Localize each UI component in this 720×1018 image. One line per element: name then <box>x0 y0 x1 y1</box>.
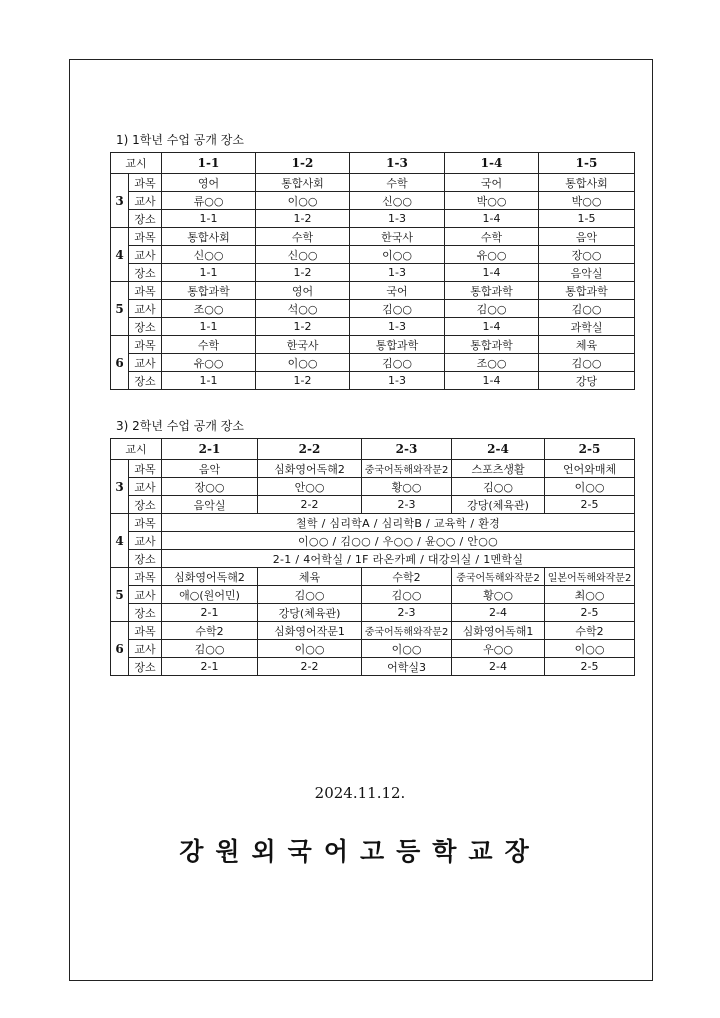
table-row <box>111 460 635 478</box>
table-cell: 국어 <box>350 282 445 300</box>
table-cell: 강당(체육관) <box>258 604 362 622</box>
grade2-timetable <box>110 438 635 676</box>
table-cell: 심화영어독해1 <box>452 622 545 640</box>
table-row <box>111 210 635 228</box>
period-number: 4 <box>111 514 129 568</box>
period-number: 5 <box>111 568 129 622</box>
table-row <box>111 174 635 192</box>
table-cell: 일본어독해와작문2 <box>545 568 635 586</box>
table-cell: 과학실 <box>539 318 635 336</box>
table-cell: 심화영어독해2 <box>258 460 362 478</box>
table-cell: 김○○ <box>539 354 635 372</box>
table-cell: 장○○ <box>539 246 635 264</box>
table-cell: 김○○ <box>258 586 362 604</box>
table-cell: 1-1 <box>162 264 256 282</box>
table-row <box>111 568 635 586</box>
table-cell: 2-4 <box>452 658 545 676</box>
row-label: 교사 <box>129 300 162 318</box>
row-label: 과목 <box>129 514 162 532</box>
row-label: 장소 <box>129 604 162 622</box>
table-cell: 김○○ <box>350 354 445 372</box>
table-cell: 신○○ <box>256 246 350 264</box>
table-cell: 2-1 <box>162 604 258 622</box>
table-cell: 통합과학 <box>162 282 256 300</box>
table-cell: 통합사회 <box>539 174 635 192</box>
table-cell: 한국사 <box>256 336 350 354</box>
table-cell: 이○○ <box>256 192 350 210</box>
class-header: 2-5 <box>545 439 635 460</box>
table-row <box>111 336 635 354</box>
table-cell: 2-2 <box>258 496 362 514</box>
class-header: 2-1 <box>162 439 258 460</box>
section2-heading: 3) 2학년 수업 공개 장소 <box>116 419 244 433</box>
table-cell: 2-3 <box>362 604 452 622</box>
table-cell: 2-4 <box>452 604 545 622</box>
table-cell: 통합사회 <box>162 228 256 246</box>
table-row <box>111 192 635 210</box>
class-header: 2-4 <box>452 439 545 460</box>
row-label: 교사 <box>129 586 162 604</box>
table-cell: 1-1 <box>162 372 256 390</box>
table-row <box>111 586 635 604</box>
table-cell: 심화영어작문1 <box>258 622 362 640</box>
corner-header: 교시 <box>111 153 162 174</box>
table-cell: 음악 <box>162 460 258 478</box>
table-cell: 체육 <box>258 568 362 586</box>
table-cell: 심화영어독해2 <box>162 568 258 586</box>
table-cell: 1-3 <box>350 318 445 336</box>
table-cell: 음악실 <box>162 496 258 514</box>
table-row <box>111 550 635 568</box>
table-cell: 유○○ <box>162 354 256 372</box>
table-cell: 2-5 <box>545 604 635 622</box>
table-cell: 1-4 <box>445 318 539 336</box>
row-label: 장소 <box>129 318 162 336</box>
period-number: 3 <box>111 460 129 514</box>
table-cell: 1-1 <box>162 318 256 336</box>
table-cell: 김○○ <box>362 586 452 604</box>
table-cell: 류○○ <box>162 192 256 210</box>
table-cell: 통합사회 <box>256 174 350 192</box>
table-cell: 박○○ <box>445 192 539 210</box>
table-cell: 중국어독해와작문2 <box>362 622 452 640</box>
table-cell: 안○○ <box>258 478 362 496</box>
table-row <box>111 640 635 658</box>
row-label: 과목 <box>129 622 162 640</box>
row-label: 과목 <box>129 282 162 300</box>
table-row <box>111 514 635 532</box>
section1-heading: 1) 1학년 수업 공개 장소 <box>116 133 244 147</box>
table-cell: 황○○ <box>362 478 452 496</box>
table-cell: 통합과학 <box>445 282 539 300</box>
table-cell: 황○○ <box>452 586 545 604</box>
table-row <box>111 318 635 336</box>
table-cell: 2-3 <box>362 496 452 514</box>
row-label: 장소 <box>129 210 162 228</box>
table-cell: 2-5 <box>545 658 635 676</box>
table-cell: 수학2 <box>162 622 258 640</box>
class-header: 1-1 <box>162 153 256 174</box>
class-header: 1-2 <box>256 153 350 174</box>
table-cell: 영어 <box>162 174 256 192</box>
table-cell: 강당 <box>539 372 635 390</box>
school-principal-signature: 강원외국어고등학교장 <box>179 837 541 866</box>
table-cell: 1-2 <box>256 264 350 282</box>
table-cell: 김○○ <box>452 478 545 496</box>
table-cell: 수학2 <box>545 622 635 640</box>
table-cell: 통합과학 <box>350 336 445 354</box>
class-header: 1-4 <box>445 153 539 174</box>
period-number: 5 <box>111 282 129 336</box>
table-row <box>111 532 635 550</box>
table-cell: 중국어독해와작문2 <box>362 460 452 478</box>
table-cell: 1-2 <box>256 372 350 390</box>
period-number: 3 <box>111 174 129 228</box>
table-cell: 1-2 <box>256 318 350 336</box>
row-label: 교사 <box>129 532 162 550</box>
table-cell: 석○○ <box>256 300 350 318</box>
table-cell: 영어 <box>256 282 350 300</box>
class-header: 2-2 <box>258 439 362 460</box>
table-cell: 통합과학 <box>539 282 635 300</box>
table-cell: 음악실 <box>539 264 635 282</box>
table-cell: 김○○ <box>539 300 635 318</box>
table-cell: 조○○ <box>445 354 539 372</box>
table-cell: 1-4 <box>445 372 539 390</box>
table-cell: 수학 <box>256 228 350 246</box>
row-label: 과목 <box>129 460 162 478</box>
table-header-row <box>111 439 635 460</box>
merged-teacher-cell: 이○○ / 김○○ / 우○○ / 윤○○ / 안○○ <box>162 532 635 550</box>
class-header: 2-3 <box>362 439 452 460</box>
table-cell: 2-1 <box>162 658 258 676</box>
row-label: 교사 <box>129 640 162 658</box>
table-cell: 어학실3 <box>362 658 452 676</box>
table-row <box>111 282 635 300</box>
table-cell: 장○○ <box>162 478 258 496</box>
table-cell: 이○○ <box>545 478 635 496</box>
row-label: 과목 <box>129 568 162 586</box>
table-cell: 수학 <box>445 228 539 246</box>
row-label: 교사 <box>129 246 162 264</box>
table-cell: 이○○ <box>362 640 452 658</box>
table-cell: 박○○ <box>539 192 635 210</box>
class-header: 1-3 <box>350 153 445 174</box>
table-cell: 국어 <box>445 174 539 192</box>
corner-header: 교시 <box>111 439 162 460</box>
table-cell: 1-4 <box>445 264 539 282</box>
table-cell: 김○○ <box>162 640 258 658</box>
table-cell: 우○○ <box>452 640 545 658</box>
table-cell: 중국어독해와작문2 <box>452 568 545 586</box>
table-cell: 음악 <box>539 228 635 246</box>
class-header: 1-5 <box>539 153 635 174</box>
table-row <box>111 354 635 372</box>
table-row <box>111 264 635 282</box>
row-label: 교사 <box>129 192 162 210</box>
table-cell: 1-4 <box>445 210 539 228</box>
merged-subject-cell: 철학 / 심리학A / 심리학B / 교육학 / 환경 <box>162 514 635 532</box>
table-row <box>111 604 635 622</box>
table-row <box>111 658 635 676</box>
period-number: 6 <box>111 622 129 676</box>
table-cell: 유○○ <box>445 246 539 264</box>
table-cell: 조○○ <box>162 300 256 318</box>
table-cell: 신○○ <box>162 246 256 264</box>
row-label: 교사 <box>129 478 162 496</box>
table-row <box>111 478 635 496</box>
table-cell: 스포츠생활 <box>452 460 545 478</box>
table-cell: 2-5 <box>545 496 635 514</box>
table-row <box>111 496 635 514</box>
table-row <box>111 622 635 640</box>
table-cell: 한국사 <box>350 228 445 246</box>
table-cell: 1-1 <box>162 210 256 228</box>
grade1-timetable <box>110 152 635 390</box>
table-cell: 이○○ <box>258 640 362 658</box>
row-label: 장소 <box>129 264 162 282</box>
table-cell: 이○○ <box>545 640 635 658</box>
table-header-row <box>111 153 635 174</box>
row-label: 과목 <box>129 336 162 354</box>
table-row <box>111 246 635 264</box>
period-number: 6 <box>111 336 129 390</box>
row-label: 장소 <box>129 372 162 390</box>
row-label: 과목 <box>129 174 162 192</box>
table-cell: 1-5 <box>539 210 635 228</box>
row-label: 교사 <box>129 354 162 372</box>
table-cell: 1-3 <box>350 372 445 390</box>
merged-place-cell: 2-1 / 4어학실 / 1F 라온카페 / 대강의실 / 1멘학실 <box>162 550 635 568</box>
table-cell: 강당(체육관) <box>452 496 545 514</box>
table-cell: 이○○ <box>256 354 350 372</box>
row-label: 장소 <box>129 550 162 568</box>
table-cell: 신○○ <box>350 192 445 210</box>
table-cell: 김○○ <box>350 300 445 318</box>
table-cell: 김○○ <box>445 300 539 318</box>
table-cell: 2-2 <box>258 658 362 676</box>
table-row <box>111 228 635 246</box>
period-number: 4 <box>111 228 129 282</box>
table-cell: 수학 <box>162 336 256 354</box>
table-cell: 통합과학 <box>445 336 539 354</box>
table-cell: 이○○ <box>350 246 445 264</box>
table-cell: 수학2 <box>362 568 452 586</box>
table-cell: 1-3 <box>350 264 445 282</box>
table-cell: 체육 <box>539 336 635 354</box>
table-cell: 최○○ <box>545 586 635 604</box>
table-row <box>111 372 635 390</box>
table-cell: 1-3 <box>350 210 445 228</box>
table-cell: 1-2 <box>256 210 350 228</box>
table-cell: 수학 <box>350 174 445 192</box>
row-label: 장소 <box>129 496 162 514</box>
table-cell: 언어와매체 <box>545 460 635 478</box>
table-row <box>111 300 635 318</box>
row-label: 장소 <box>129 658 162 676</box>
row-label: 과목 <box>129 228 162 246</box>
document-date: 2024.11.12. <box>314 784 406 802</box>
table-cell: 애○(원어민) <box>162 586 258 604</box>
